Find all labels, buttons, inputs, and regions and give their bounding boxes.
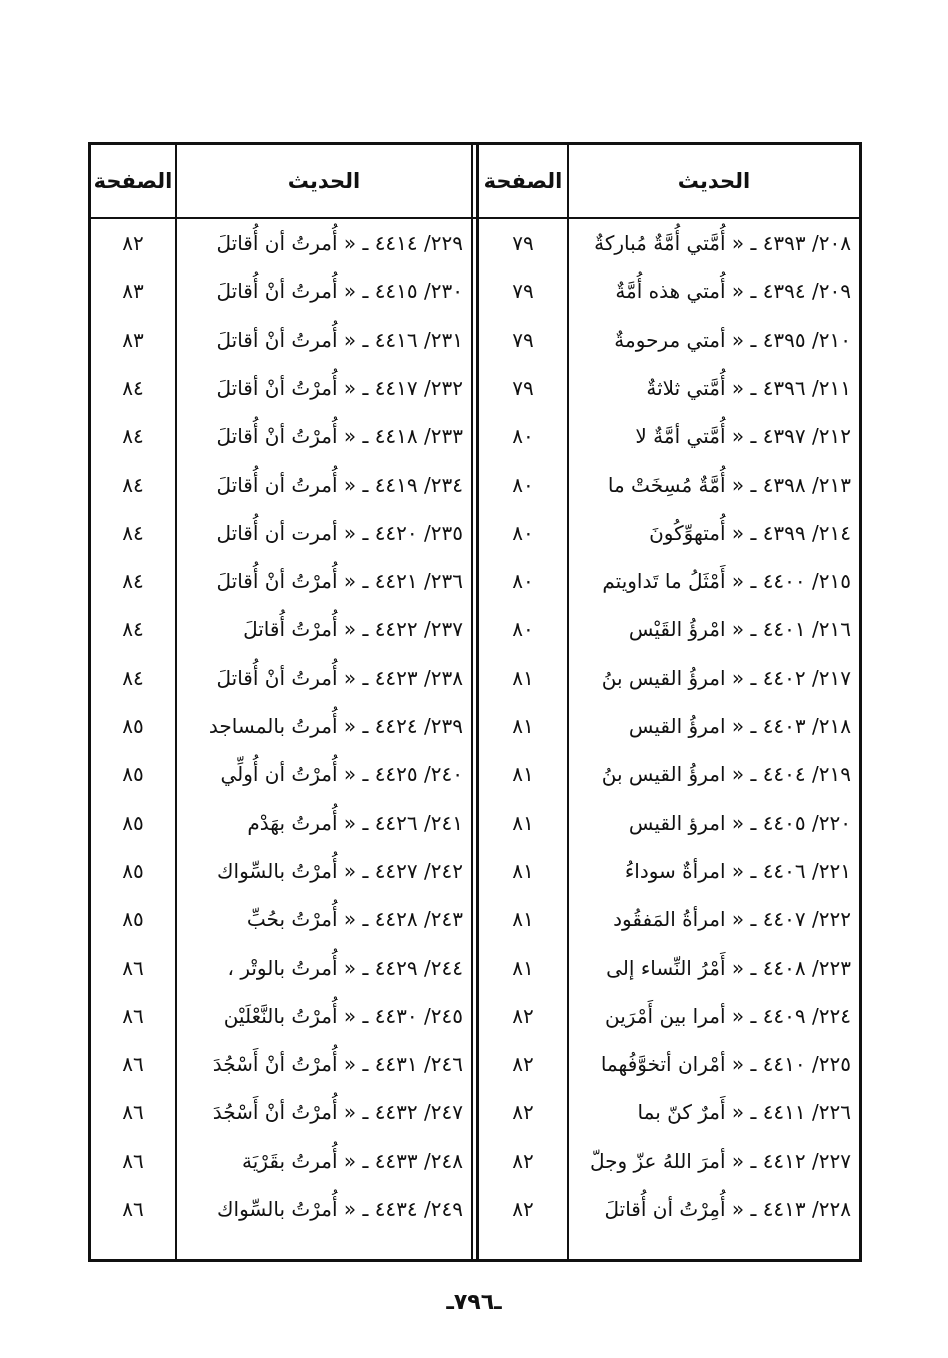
page-number-right: ٧٩	[512, 375, 534, 400]
hadith-entry-right: ٢٢٧/ ٤٤١٢ ـ « أمرَ اللهُ عزّ وجلّ	[590, 1148, 851, 1173]
page-number-right: ٨٠	[512, 424, 534, 449]
hadith-entry-right: ٢٢٣/ ٤٤٠٨ ـ « أَمْرُ النِّساء إلى	[606, 955, 851, 980]
hadith-entry-right: ٢١٨/ ٤٤٠٣ ـ « امرؤُ القيس	[628, 714, 851, 738]
hadith-entry-left: ٢٣٨/ ٤٤٢٣ ـ « أُمرتُ أنْ أُقاتلَ	[216, 665, 463, 690]
hadith-entry-right: ٢١٧/ ٤٤٠٢ ـ « امرؤُ القيس بنُ	[601, 665, 851, 690]
page-number-left: ٨٤	[122, 617, 144, 642]
hadith-entry-right: ٢٢٨/ ٤٤١٣ ـ « أُمِرْتُ أن أُقاتلَ	[604, 1197, 851, 1221]
hadith-entry-right: ٢١٠/ ٤٣٩٥ ـ « أمتي مرحومةٌ	[614, 327, 851, 352]
hadith-entry-left: ٢٤٨/ ٤٤٣٣ ـ « أُمرتُ بقَرْيَة	[242, 1148, 463, 1173]
page-number-right: ٧٩	[512, 279, 534, 304]
page-number-right: ٨١	[512, 665, 534, 690]
hadith-entry-right: ٢٢٠/ ٤٤٠٥ ـ « امرؤ القيس	[628, 810, 851, 835]
hadith-entry-left: ٢٤٤/ ٤٤٢٩ ـ « أُمرتُ بالوتْر ،	[227, 955, 463, 980]
page-number-left: ٨٤	[122, 424, 144, 449]
page-number-left: ٨٦	[122, 1148, 144, 1173]
table-row	[91, 509, 859, 557]
table-row	[91, 654, 859, 702]
page-number-left: ٨٢	[122, 231, 144, 255]
page-number-left: ٨٥	[122, 907, 144, 932]
hadith-entry-right: ٢٢٦/ ٤٤١١ ـ « أَمرٌ كنّ بما	[637, 1100, 851, 1125]
hadith-entry-left: ٢٤٧/ ٤٤٣٢ ـ « أُمرْتُ أنْ أَسْجُدَ	[212, 1100, 463, 1125]
page-number-left: ٨٣	[122, 327, 144, 352]
hadith-entry-left: ٢٣١/ ٤٤١٦ ـ « أُمرتُ أنْ أقاتلَ	[216, 327, 463, 352]
page-number-left: ٨٥	[122, 762, 144, 787]
hadith-entry-right: ٢٢٢/ ٤٤٠٧ ـ « امرأةُ المَفقُود	[613, 907, 851, 932]
page-number-right: ٨٢	[512, 1100, 534, 1125]
table-row	[91, 605, 859, 653]
table-row	[91, 1137, 859, 1185]
hadith-entry-left: ٢٤٢/ ٤٤٢٧ ـ « أُمرْتُ بالسِّواك	[217, 858, 463, 883]
page-number-right: ٧٩	[512, 231, 534, 255]
page-number-right: ٨١	[512, 955, 534, 980]
hadith-entry-left: ٢٣٦/ ٤٤٢١ ـ « أُمرْتُ أنْ أُقاتلَ	[216, 569, 463, 594]
hadith-entry-left: ٢٢٩/ ٤٤١٤ ـ « أُمرتُ أن أُقاتلَ	[216, 231, 463, 255]
page-number-left: ٨٦	[122, 1003, 144, 1028]
table-row	[91, 557, 859, 605]
hadith-entry-right: ٢١٩/ ٤٤٠٤ ـ « امرؤُ القيس بنُ	[601, 762, 851, 787]
page-number-left: ٨٤	[122, 569, 144, 594]
hadith-entry-right: ٢١١/ ٤٣٩٦ ـ « أُمَّتي ثلاثةٌ	[646, 375, 851, 400]
page-number-left: ٨٦	[122, 1100, 144, 1125]
header-hadith-right: الحديث	[677, 169, 751, 193]
page-number-left: ٨٤	[122, 472, 144, 497]
page-number-left: ٨٥	[122, 858, 144, 883]
page-number-left: ٨٥	[122, 810, 144, 835]
page-number-right: ٨٢	[512, 1052, 534, 1077]
header-hadith-left: الحديث	[287, 169, 361, 193]
page-number-left: ٨٥	[122, 714, 144, 738]
page-number-left: ٨٦	[122, 955, 144, 980]
table-row	[91, 412, 859, 460]
page-number-left: ٨٤	[122, 375, 144, 400]
page-number-right: ٨٠	[512, 569, 534, 594]
hadith-entry-right: ٢٠٨/ ٤٣٩٣ ـ « أُمَّتي أُمَّةٌ مُباركةٌ	[594, 231, 851, 255]
page-number-right: ٧٩	[512, 327, 534, 352]
table-row	[91, 219, 859, 267]
page-number-right: ٨٠	[512, 472, 534, 497]
page-number-right: ٨٠	[512, 520, 534, 545]
page-number-left: ٨٤	[122, 520, 144, 545]
hadith-entry-right: ٢٠٩/ ٤٣٩٤ ـ « أُمتي هذه أُمَّةٌ	[615, 279, 851, 304]
hadith-entry-right: ٢١٣/ ٤٣٩٨ ـ « أُمَّةٌ مُسِخَتْ ما	[607, 472, 851, 497]
hadith-entry-left: ٢٤٥/ ٤٤٣٠ ـ « أُمرْتُ بالنَّعْلَيْن	[223, 1003, 463, 1028]
hadith-entry-right: ٢٢٥/ ٤٤١٠ ـ « أمْران أتخوَّفُهما	[600, 1052, 851, 1077]
page-number-right: ٨٠	[512, 617, 534, 642]
hadith-entry-right: ٢١٦/ ٤٤٠١ ـ « امْرؤُ القَيْس	[628, 617, 851, 642]
hadith-entry-right: ٢١٢/ ٤٣٩٧ ـ « أُمَّتي أمَّةٌ لا	[635, 424, 851, 449]
table-row	[91, 1088, 859, 1136]
page-number-right: ٨٢	[512, 1148, 534, 1173]
page-number-right: ٨١	[512, 810, 534, 835]
table-row	[91, 799, 859, 847]
page-number-right: ٨٢	[512, 1197, 534, 1221]
page-number-left: ٨٦	[122, 1052, 144, 1077]
hadith-entry-right: ٢٢١/ ٤٤٠٦ ـ « امرأةٌ سوداءُ	[624, 858, 851, 883]
hadith-entry-left: ٢٤٩/ ٤٤٣٤ ـ « أُمرْتُ بالسِّواك	[217, 1197, 463, 1221]
hadith-entry-left: ٢٣٤/ ٤٤١٩ ـ « أُمرتُ أن أُقاتلَ	[216, 472, 463, 497]
page-number-right: ٨١	[512, 907, 534, 932]
header-page-left: الصفحة	[93, 169, 173, 193]
header-page-right: الصفحة	[483, 169, 563, 193]
hadith-entry-left: ٢٣٥/ ٤٤٢٠ ـ « أمرت أن أُقاتل	[216, 520, 463, 545]
hadith-entry-left: ٢٣٩/ ٤٤٢٤ ـ « أُمرتُ بالمساجد	[208, 714, 463, 738]
table-row	[91, 895, 859, 943]
table-row	[91, 364, 859, 412]
page-number-right: ٨٢	[512, 1003, 534, 1028]
hadith-entry-left: ٢٣٠/ ٤٤١٥ ـ « أُمرتُ أنْ أُقاتلَ	[216, 279, 463, 304]
table-row	[91, 316, 859, 364]
page-number-left: ٨٤	[122, 665, 144, 690]
index-table	[88, 142, 862, 1262]
hadith-entry-left: ٢٤٦/ ٤٤٣١ ـ « أُمرْتُ أنْ أَسْجُدَ	[212, 1052, 463, 1077]
table-row	[91, 750, 859, 798]
table-row	[91, 992, 859, 1040]
page-number-left: ٨٣	[122, 279, 144, 304]
hadith-entry-left: ٢٣٢/ ٤٤١٧ ـ « أُمرْتُ أنْ أقاتلَ	[216, 375, 463, 400]
table-row	[91, 702, 859, 750]
page-number-left: ٨٦	[122, 1197, 144, 1221]
table-row	[91, 1185, 859, 1233]
table-row	[91, 1040, 859, 1088]
hadith-entry-left: ٢٣٧/ ٤٤٢٢ ـ « أُمرْتُ أُقاتلَ	[243, 617, 463, 642]
hadith-entry-right: ٢١٤/ ٤٣٩٩ ـ « أُمتهوِّكُونَ	[649, 520, 851, 545]
table-row	[91, 847, 859, 895]
page-number-right: ٨١	[512, 714, 534, 738]
page-number-right: ٨١	[512, 858, 534, 883]
table-row	[91, 944, 859, 992]
hadith-entry-right: ٢٢٤/ ٤٤٠٩ ـ « أمرا بين أَمْرَين	[605, 1003, 851, 1028]
page-number: ـ٧٩٦ـ	[446, 1290, 502, 1315]
hadith-entry-right: ٢١٥/ ٤٤٠٠ ـ « أَمْثَلُ ما تَداويتم	[602, 569, 851, 594]
hadith-entry-left: ٢٤٣/ ٤٤٢٨ ـ « أُمرْتُ بحُبِّ	[246, 907, 463, 932]
table-row	[91, 461, 859, 509]
table-row	[91, 267, 859, 315]
table-header	[91, 145, 859, 219]
hadith-entry-left: ٢٤٠/ ٤٤٢٥ ـ « أُمرْتُ أن أُولِّي	[220, 762, 463, 787]
hadith-entry-left: ٢٤١/ ٤٤٢٦ ـ « أُمرتُ بهَدْم	[247, 810, 463, 835]
hadith-entry-left: ٢٣٣/ ٤٤١٨ ـ « أُمرْتُ أنْ أُقاتلَ	[216, 424, 463, 449]
page-number-right: ٨١	[512, 762, 534, 787]
